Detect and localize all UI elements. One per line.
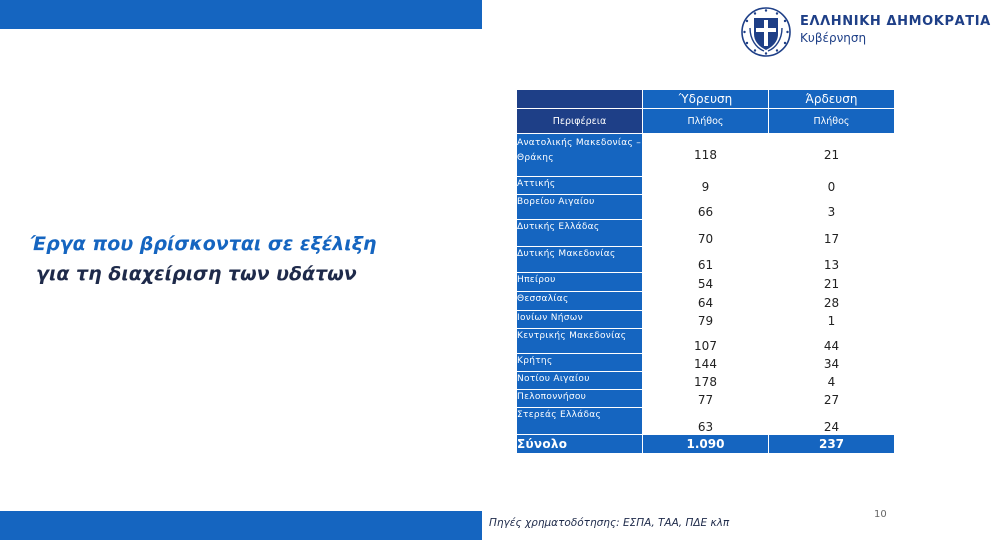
irrigation-count-cell: 44: [769, 329, 895, 354]
irrigation-count-cell: 24: [769, 408, 895, 435]
table-row: [517, 329, 895, 354]
top-accent-bar: [0, 0, 482, 29]
water-count-cell: 144: [643, 354, 769, 372]
irrigation-count-cell: 3: [769, 195, 895, 220]
irrigation-count-cell: 17: [769, 220, 895, 247]
water-count-cell: 54: [643, 273, 769, 292]
table-row: [517, 177, 895, 195]
water-count-cell: 107: [643, 329, 769, 354]
group-header-row: [517, 90, 895, 109]
irrigation-count-cell: 28: [769, 292, 895, 311]
region-cell: Δυτικής Μακεδονίας: [517, 247, 643, 273]
table-row: [517, 195, 895, 220]
table-row: [517, 311, 895, 329]
total-water-cell: 1.090: [643, 435, 769, 454]
region-cell: Θεσσαλίας: [517, 292, 643, 311]
region-cell: Κεντρικής Μακεδονίας: [517, 329, 643, 354]
bottom-accent-bar: [0, 511, 482, 540]
region-cell: Ανατολικής Μακεδονίας – Θράκης: [517, 134, 643, 177]
government-title: ΕΛΛΗΝΙΚΗ ΔΗΜΟΚΡΑΤΙΑ: [800, 14, 991, 29]
irrigation-count-cell: 1: [769, 311, 895, 329]
water-count-cell: 77: [643, 390, 769, 408]
group-header-blank: [517, 90, 643, 109]
group-header-irrigation: Άρδευση: [769, 90, 895, 109]
table-row: [517, 134, 895, 177]
greek-coat-of-arms-icon: [740, 6, 792, 58]
region-cell: Αττικής: [517, 177, 643, 195]
water-count-cell: 70: [643, 220, 769, 247]
table-row: [517, 220, 895, 247]
heading-line-1: Έργα που βρίσκονται σε εξέλιξη: [30, 233, 377, 255]
region-cell: Νοτίου Αιγαίου: [517, 372, 643, 390]
irrigation-count-cell: 21: [769, 273, 895, 292]
table-row: [517, 372, 895, 390]
water-count-cell: 61: [643, 247, 769, 273]
irrigation-count-cell: 4: [769, 372, 895, 390]
government-subtitle: Κυβέρνηση: [800, 31, 867, 45]
water-count-cell: 178: [643, 372, 769, 390]
column-header-row: [517, 109, 895, 134]
water-count-cell: 79: [643, 311, 769, 329]
column-header-region: Περιφέρεια: [517, 109, 643, 134]
water-count-cell: 9: [643, 177, 769, 195]
water-count-cell: 63: [643, 408, 769, 435]
region-cell: Ιονίων Νήσων: [517, 311, 643, 329]
column-header-irrigation-count: Πλήθος: [769, 109, 895, 134]
water-count-cell: 66: [643, 195, 769, 220]
total-row: [517, 435, 895, 454]
group-header-water: Ύδρευση: [643, 90, 769, 109]
funding-source-note: Πηγές χρηματοδότησης: ΕΣΠΑ, ΤΑΑ, ΠΔΕ κλπ: [489, 517, 730, 529]
region-cell: Δυτικής Ελλάδας: [517, 220, 643, 247]
page-number: 10: [874, 509, 887, 520]
table-row: [517, 247, 895, 273]
region-cell: Στερεάς Ελλάδας: [517, 408, 643, 435]
table-row: [517, 273, 895, 292]
region-cell: Ηπείρου: [517, 273, 643, 292]
irrigation-count-cell: 13: [769, 247, 895, 273]
region-cell: Κρήτης: [517, 354, 643, 372]
irrigation-count-cell: 27: [769, 390, 895, 408]
table-row: [517, 408, 895, 435]
table-row: [517, 390, 895, 408]
water-count-cell: 118: [643, 134, 769, 177]
table-row: [517, 354, 895, 372]
column-header-water-count: Πλήθος: [643, 109, 769, 134]
total-irrigation-cell: 237: [769, 435, 895, 454]
total-label-cell: Σύνολο: [517, 435, 643, 454]
irrigation-count-cell: 0: [769, 177, 895, 195]
region-cell: Βορείου Αιγαίου: [517, 195, 643, 220]
heading-line-2: για τη διαχείριση των υδάτων: [36, 263, 357, 285]
region-cell: Πελοποννήσου: [517, 390, 643, 408]
irrigation-count-cell: 21: [769, 134, 895, 177]
irrigation-count-cell: 34: [769, 354, 895, 372]
water-projects-table: [516, 89, 895, 454]
slide-heading: [30, 229, 430, 289]
water-count-cell: 64: [643, 292, 769, 311]
table-row: [517, 292, 895, 311]
